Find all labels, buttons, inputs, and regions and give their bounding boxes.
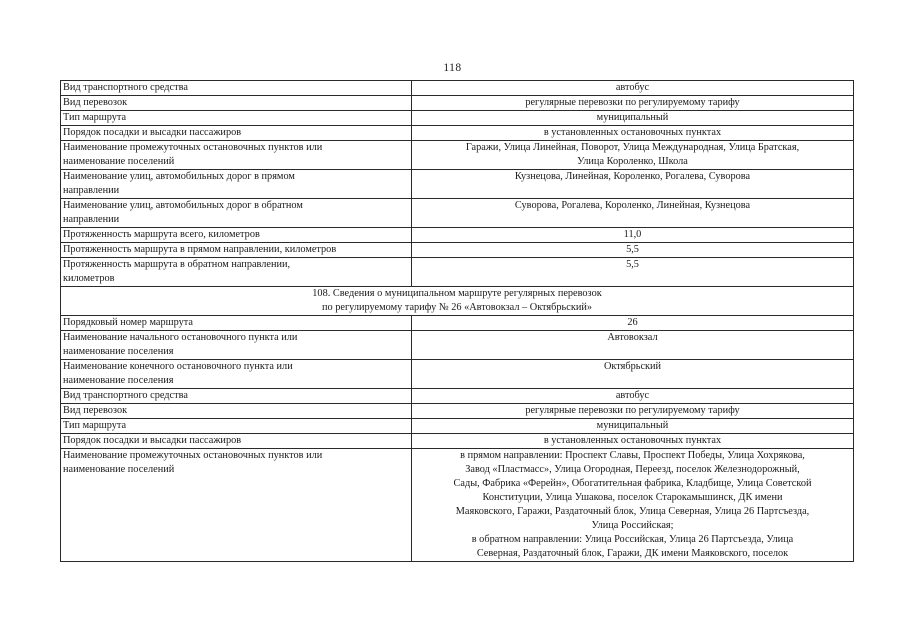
table-row	[61, 389, 854, 404]
row-value-line: 5,5	[626, 259, 639, 270]
route-info-table	[60, 80, 854, 562]
row-value-line: регулярные перевозки по регулируемому тарифу	[525, 405, 740, 416]
row-label-line: Тип маршрута	[63, 420, 127, 431]
row-label-line: Тип маршрута	[63, 112, 127, 123]
row-value	[412, 126, 854, 141]
row-value-line: 26	[627, 317, 638, 328]
row-label-line: Протяженность маршрута в прямом направлении, километров	[63, 244, 337, 255]
table-row	[61, 404, 854, 419]
table-row	[61, 126, 854, 141]
row-value	[412, 96, 854, 111]
section-heading-line-1: 108. Сведения о муниципальном маршруте регулярных перевозок	[312, 288, 602, 299]
row-value	[412, 360, 854, 389]
row-label	[61, 243, 412, 258]
row-value	[412, 111, 854, 126]
section-heading-block	[61, 287, 854, 316]
row-label	[61, 316, 412, 331]
row-value	[412, 81, 854, 96]
row-label-line: наименование поселений	[63, 156, 175, 167]
route-table-part-b	[61, 316, 854, 562]
row-label	[61, 199, 412, 228]
table-row	[61, 258, 854, 287]
row-value-line: в установленных остановочных пунктах	[543, 435, 722, 446]
row-label-line: Порядковый номер маршрута	[63, 317, 193, 328]
row-value	[412, 419, 854, 434]
table-row	[61, 243, 854, 258]
row-value-line: автобус	[615, 82, 650, 93]
row-value-line: автобус	[615, 390, 650, 401]
row-value	[412, 449, 854, 562]
table-row	[61, 81, 854, 96]
table-row	[61, 228, 854, 243]
row-label-line: Порядок посадки и высадки пассажиров	[63, 127, 242, 138]
row-value-line: Суворова, Рогалева, Короленко, Линейная, Кузнецова	[514, 200, 751, 211]
row-value-line: 11,0	[623, 229, 642, 240]
row-label	[61, 389, 412, 404]
row-value	[412, 258, 854, 287]
row-label-line: Наименование улиц, автомобильных дорог в прямом	[63, 171, 295, 182]
row-label-line: направлении	[63, 185, 120, 196]
row-label	[61, 331, 412, 360]
row-value	[412, 331, 854, 360]
row-value-line: Улица Российская;	[591, 520, 674, 531]
section-heading	[61, 287, 854, 316]
row-label-line: направлении	[63, 214, 120, 225]
row-value-line: Сады, Фабрика «Ферейн», Обогатительная фабрика, Кладбище, Улица Советской	[453, 478, 812, 489]
row-label-line: Наименование промежуточных остановочных пунктов или	[63, 450, 323, 461]
row-label	[61, 404, 412, 419]
row-label	[61, 434, 412, 449]
row-value	[412, 243, 854, 258]
row-value	[412, 389, 854, 404]
row-label-line: Порядок посадки и высадки пассажиров	[63, 435, 242, 446]
row-value	[412, 170, 854, 199]
row-value-line: в прямом направлении: Проспект Славы, Проспект Победы, Улица Хохрякова,	[460, 450, 805, 461]
row-value-line: Северная, Раздаточный блок, Гаражи, ДК имени Маяковского, поселок	[476, 548, 789, 559]
section-heading-line-2: по регулируемому тарифу № 26 «Автовокзал – Октябрьский»	[322, 302, 592, 313]
row-value-line: Маяковского, Гаражи, Раздаточный блок, Улица Северная, Улица 26 Партсъезда,	[455, 506, 810, 517]
section-heading-row	[61, 287, 854, 316]
row-value-line: в установленных остановочных пунктах	[543, 127, 722, 138]
row-value-line: муниципальный	[596, 420, 669, 431]
route-table-part-a	[61, 81, 854, 287]
row-label	[61, 419, 412, 434]
table-row	[61, 170, 854, 199]
row-value-line: в обратном направлении: Улица Российская, Улица 26 Партсъезда, Улица	[471, 534, 794, 545]
row-value-line: Автовокзал	[607, 332, 658, 343]
row-label-line: Наименование промежуточных остановочных пунктов или	[63, 142, 323, 153]
row-value-line: муниципальный	[596, 112, 669, 123]
row-label-line: километров	[63, 273, 115, 284]
row-label-line: Вид транспортного средства	[63, 390, 188, 401]
row-label	[61, 126, 412, 141]
row-value	[412, 228, 854, 243]
table-row	[61, 434, 854, 449]
page-number: 118	[443, 62, 462, 74]
table-row	[61, 331, 854, 360]
row-value-line: Улица Короленко, Школа	[577, 156, 688, 167]
row-label	[61, 170, 412, 199]
row-label-line: наименование поселения	[63, 346, 174, 357]
row-label	[61, 228, 412, 243]
row-value-line: Конституции, Улица Ушакова, поселок Старокамышинск, ДК имени	[482, 492, 783, 503]
row-label-line: наименование поселений	[63, 464, 175, 475]
row-value-line: 5,5	[626, 244, 639, 255]
table-row	[61, 316, 854, 331]
row-value	[412, 404, 854, 419]
row-label	[61, 258, 412, 287]
row-label-line: Вид перевозок	[63, 97, 128, 108]
row-value	[412, 316, 854, 331]
row-label	[61, 111, 412, 126]
table-row	[61, 360, 854, 389]
row-label	[61, 81, 412, 96]
row-value-line: Октябрьский	[603, 361, 662, 372]
row-label-line: Вид перевозок	[63, 405, 128, 416]
row-value	[412, 434, 854, 449]
row-value-line: Завод «Пластмасс», Улица Огородная, Переезд, поселок Железнодорожный,	[465, 464, 800, 475]
table-row	[61, 449, 854, 562]
row-label-line: Протяженность маршрута всего, километров	[63, 229, 260, 240]
row-label	[61, 449, 412, 562]
row-label-line: Наименование конечного остановочного пункта или	[63, 361, 293, 372]
row-value-line: Кузнецова, Линейная, Короленко, Рогалева, Суворова	[514, 171, 751, 182]
row-label	[61, 96, 412, 111]
row-label-line: Наименование начального остановочного пункта или	[63, 332, 298, 343]
table-row	[61, 96, 854, 111]
row-value-line: регулярные перевозки по регулируемому тарифу	[525, 97, 740, 108]
row-label-line: Вид транспортного средства	[63, 82, 188, 93]
table-row	[61, 199, 854, 228]
row-value	[412, 141, 854, 170]
table-row	[61, 111, 854, 126]
row-label-line: Наименование улиц, автомобильных дорог в обратном	[63, 200, 303, 211]
table-row	[61, 141, 854, 170]
row-label-line: наименование поселения	[63, 375, 174, 386]
row-label	[61, 360, 412, 389]
table-row	[61, 419, 854, 434]
row-value-line: Гаражи, Улица Линейная, Поворот, Улица Международная, Улица Братская,	[465, 142, 800, 153]
row-label	[61, 141, 412, 170]
row-value	[412, 199, 854, 228]
row-label-line: Протяженность маршрута в обратном направлении,	[63, 259, 291, 270]
